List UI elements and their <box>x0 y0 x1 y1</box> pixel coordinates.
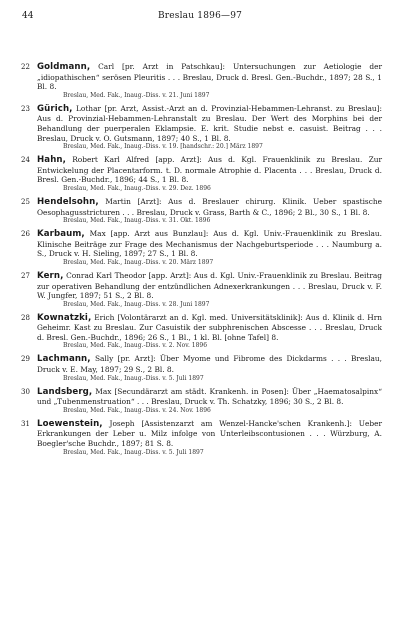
entry-author: Karbaum, <box>37 229 85 240</box>
entry-author: Hendelsohn, <box>37 196 99 207</box>
running-title: Breslau 1896—97 <box>157 11 243 21</box>
entry-meta: Breslau, Med. Fak., Inaug.-Diss. v. 2. Nov. 1896 <box>63 342 208 350</box>
entry-text: Max [app. Arzt aus Bunzlau]: Aus d. Kgl. Univ.-Frauenklinik zu Breslau. Klinische Beiträge zur Frage des Mechanismus der Nachgeburtsperiode . . . Naumburg a. S., Druck v. H. Sieling, 1897; 27 S., 1 Bl. 8. <box>37 229 382 259</box>
entry-meta: Breslau, Med. Fak., Inaug.-Diss. v. 5. Juli 1897 <box>63 374 204 382</box>
entry-author: Lachmann, <box>37 354 91 365</box>
entry-author: Kownatzki, <box>37 312 92 323</box>
entry-number: 29 <box>21 355 30 364</box>
entry-meta: Breslau, Med. Fak., Inaug.-Diss. v. 19. [handschr.: 20.] März 1897 <box>63 143 263 151</box>
entry-text: Robert Karl Alfred [app. Arzt]: Aus d. Kgl. Frauenklinik zu Breslau. Zur Entwickelung der Placentarform. t. D. normale Atrophie d. Placenta . . . Breslau, Druck d. Bresl. Gen.-Buchdr., 1896; 44 S., 1 Bl. 8. <box>37 155 382 185</box>
entry-text: Joseph [Assistenzarzt am Wenzel-Hancke'schen Krankenh.]: Ueber Erkrankungen der Leber u. Milz infolge von Unterleibscontusionen . . . Würzburg, A. Boegler'sche Buchdr., 1897; 81 S. 8. <box>37 418 383 449</box>
page-number: 44 <box>22 11 34 21</box>
bibliography-entry <box>21 387 382 415</box>
entry-author: Loewenstein, <box>37 418 103 429</box>
bibliography-entry <box>21 271 382 309</box>
entry-number: 23 <box>21 104 30 113</box>
bibliography-entry <box>21 62 382 100</box>
entry-number: 30 <box>21 387 30 396</box>
entry-author: Landsberg, <box>37 386 93 397</box>
entry-text: Erich [Volontärarzt an d. Kgl. med. Universitätsklinik]: Aus d. Klinik d. Hrn Geheimr. Kast zu Breslau. Zur Casuistik der subphrenischen Abscesse . . . Breslau, Druck d. Bresl. Gen.-Buchdr., 1896; 26 S., 1 Bl., 1 kl. Bl. [ohne Tafel] 8. <box>37 312 382 342</box>
entry-meta: Breslau, Med. Fak., Inaug.-Diss. v. 31. Okt. 1896 <box>63 217 211 225</box>
entry-text: Conrad Karl Theodor [app. Arzt]: Aus d. Kgl. Univ.-Frauenklinik zu Breslau. Beitrag zur operativen Behandlung der entzündlichen Adnexerkrankungen . . . Breslau, Druck v. F. W. Jungfer, 1897; 51 S., 2 Bl. 8. <box>37 270 382 301</box>
entry-number: 31 <box>21 419 30 428</box>
bibliography-entry <box>21 229 382 267</box>
entry-author: Kern, <box>37 270 64 281</box>
entry-text: Max [Secundärarzt am städt. Krankenh. in Posen]: Über „Haematosalpinx“ und „Tubenmenstruation“ . . . Breslau, Druck v. Th. Schatzky, 1896; 30 S., 2 Bl. 8. <box>37 386 382 407</box>
entry-meta: Breslau, Med. Fak., Inaug.-Diss. v. 24. Nov. 1896 <box>63 406 211 414</box>
entry-number: 25 <box>21 197 30 206</box>
bibliography-entry <box>21 313 382 351</box>
entry-meta: Breslau, Med. Fak., Inaug.-Diss. v. 28. Juni 1897 <box>63 300 210 308</box>
entry-meta: Breslau, Med. Fak., Inaug.-Diss. v. 20. März 1897 <box>63 258 214 266</box>
entry-author: Gürich, <box>37 103 73 114</box>
entry-author: Hahn, <box>37 155 66 166</box>
entry-number: 24 <box>21 156 30 165</box>
entry-author: Goldmann, <box>37 62 91 72</box>
entry-text: Lothar [pr. Arzt, Assist.-Arzt an d. Provinzial-Hebammen-Lehranst. zu Breslau]: Aus d. Provinzial-Hebammen-Lehranstalt zu Breslau. Der Wert des Morphins bei der Behandlung der puerperalen Eklampsie. E. krit. Studie nebst e. casuist. Beitrag . . . Breslau, Druck v. O. Gutsmann, 1897; 40 S., 1 Bl. 8. <box>37 103 382 143</box>
bibliography-entry <box>21 419 382 457</box>
bibliography-entry <box>21 197 382 225</box>
entry-number: 22 <box>21 63 30 71</box>
entry-text: Martin [Arzt]: Aus d. Breslauer chirurg. Klinik. Ueber spastische Oesophagusstricturen . . . Breslau, Druck v. Grass, Barth & C., 1896; 2 Bl., 30 S., 1 Bl. 8. <box>37 196 382 217</box>
entry-list <box>21 62 382 461</box>
entry-meta: Breslau, Med. Fak., Inaug.-Diss. v. 29. Dez. 1896 <box>63 184 211 192</box>
entry-number: 28 <box>21 313 30 322</box>
entry-text: Carl [pr. Arzt in Patschkau]: Untersuchungen zur Aetiologie der „idiopathischen“ serösen Pleuritis . . . Breslau, Druck d. Bresl. Gen.-Buchdr., 1897; 28 S., 1 Bl. 8. <box>37 62 382 92</box>
bibliography-entry <box>21 155 382 193</box>
entry-number: 26 <box>21 230 30 239</box>
entry-text: Sally [pr. Arzt]: Über Myome und Fibrome des Dickdarms . . . Breslau, Druck v. E. May, 1897; 29 S., 2 Bl. 8. <box>37 354 382 375</box>
entry-number: 27 <box>21 271 30 280</box>
entry-meta: Breslau, Med. Fak., Inaug.-Diss. v. 21. Juni 1897 <box>63 91 210 99</box>
page-header <box>0 11 400 25</box>
bibliography-entry <box>21 104 382 151</box>
entry-meta: Breslau, Med. Fak., Inaug.-Diss. v. 5. Juli 1897 <box>63 448 204 456</box>
bibliography-entry <box>21 354 382 382</box>
